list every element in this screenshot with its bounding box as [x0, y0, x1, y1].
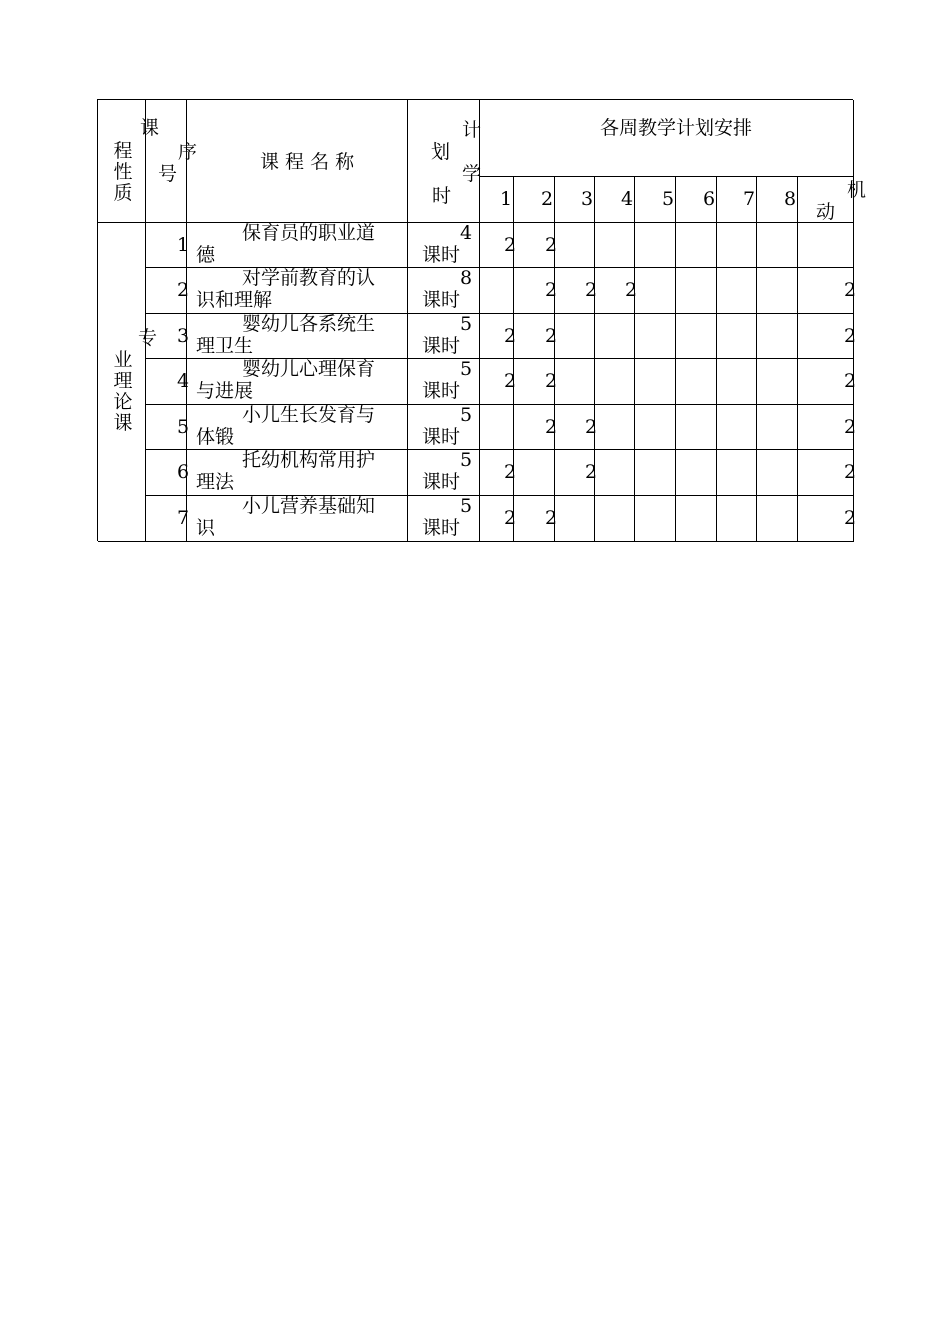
course-schedule-table — [97, 99, 867, 541]
category-zhuan: 专 — [138, 327, 158, 349]
row-seq: 4 — [177, 370, 190, 392]
row-course-name-cont: 理卫生 — [196, 335, 254, 357]
row-course-name: 托幼机构常用护 — [242, 449, 376, 471]
row-flex-hours: 2 — [844, 416, 857, 438]
row-week-hours: 2 — [585, 279, 598, 301]
header-plan-hours: 计 — [462, 119, 482, 141]
row-hours-unit: 课时 — [422, 289, 461, 311]
row-course-name-cont: 识和理解 — [196, 289, 273, 311]
header-flex-b: 动 — [816, 201, 836, 223]
header-course-nature-char: 程 — [113, 140, 133, 162]
row-week-hours: 2 — [545, 325, 558, 347]
row-seq: 6 — [177, 461, 190, 483]
row-week-hours: 2 — [545, 279, 558, 301]
week-column-rule — [554, 176, 555, 542]
row-hours: 8 — [460, 267, 473, 289]
row-week-hours: 2 — [545, 416, 558, 438]
week-number: 2 — [541, 188, 554, 210]
row-week-hours: 2 — [504, 325, 517, 347]
row-course-name-cont: 与进展 — [196, 380, 254, 402]
week-number: 8 — [784, 188, 797, 210]
row-course-name-cont: 体锻 — [196, 426, 235, 448]
week-column-rule — [634, 176, 635, 542]
row-hours-unit: 课时 — [422, 517, 461, 539]
row-seq: 7 — [177, 507, 190, 529]
table-border-bottom — [98, 541, 854, 542]
row-hours: 5 — [460, 404, 473, 426]
header-course-nature-char: 性 — [113, 161, 133, 183]
header-weekly-plan: 各周教学计划安排 — [600, 117, 753, 139]
row-seq: 3 — [177, 325, 190, 347]
category-char: 论 — [113, 391, 133, 413]
row-flex-hours: 2 — [844, 507, 857, 529]
row-hours-unit: 课时 — [422, 426, 461, 448]
row-week-hours: 2 — [585, 416, 598, 438]
row-hours-unit: 课时 — [422, 335, 461, 357]
category-char: 理 — [113, 370, 133, 392]
row-seq: 1 — [177, 234, 190, 256]
header-plan-hours-b: 划 — [431, 141, 451, 163]
header-flex: 机 — [847, 179, 867, 201]
weekly-header-rule — [479, 176, 854, 177]
row-flex-hours: 2 — [844, 325, 857, 347]
row-week-hours: 2 — [504, 461, 517, 483]
row-course-name: 小儿营养基础知 — [242, 495, 376, 517]
week-number: 1 — [500, 188, 513, 210]
header-plan-hours-d: 时 — [432, 185, 452, 207]
category-char: 课 — [113, 412, 133, 434]
week-column-rule — [675, 176, 676, 542]
row-week-hours: 2 — [545, 234, 558, 256]
header-course-nature — [112, 141, 134, 204]
header-course-nature-char: 质 — [113, 182, 133, 204]
row-flex-hours: 2 — [844, 461, 857, 483]
row-course-name-cont: 理法 — [196, 471, 235, 493]
week-column-rule — [513, 176, 514, 542]
row-seq: 2 — [177, 279, 190, 301]
row-course-name: 婴幼儿心理保育 — [242, 358, 376, 380]
week-number: 3 — [581, 188, 594, 210]
row-course-name-cont: 识 — [196, 517, 216, 539]
column-rule — [145, 100, 146, 542]
category-char: 业 — [113, 349, 133, 371]
category-label — [112, 350, 134, 434]
row-flex-hours: 2 — [844, 279, 857, 301]
row-week-hours: 2 — [504, 370, 517, 392]
row-course-name: 婴幼儿各系统生 — [242, 313, 376, 335]
row-hours: 4 — [460, 222, 473, 244]
header-course-name: 课 程 名 称 — [260, 151, 355, 173]
header-seq: 序 — [178, 141, 198, 163]
row-week-hours: 2 — [504, 234, 517, 256]
row-course-name: 保育员的职业道 — [242, 222, 376, 244]
week-column-rule — [716, 176, 717, 542]
week-column-rule — [756, 176, 757, 542]
row-hours: 5 — [460, 358, 473, 380]
row-course-name: 对学前教育的认 — [242, 267, 376, 289]
row-week-hours: 2 — [585, 461, 598, 483]
row-course-name: 小儿生长发育与 — [242, 404, 376, 426]
header-seq-b: 号 — [158, 163, 178, 185]
row-hours-unit: 课时 — [422, 380, 461, 402]
row-hours-unit: 课时 — [422, 244, 461, 266]
row-flex-hours: 2 — [844, 370, 857, 392]
row-hours-unit: 课时 — [422, 471, 461, 493]
week-number: 5 — [662, 188, 675, 210]
week-number: 7 — [743, 188, 756, 210]
row-week-hours: 2 — [504, 507, 517, 529]
week-number: 4 — [621, 188, 634, 210]
week-column-rule — [594, 176, 595, 542]
row-hours: 5 — [460, 449, 473, 471]
row-week-hours: 2 — [625, 279, 638, 301]
row-week-hours: 2 — [545, 507, 558, 529]
week-number: 6 — [703, 188, 716, 210]
row-course-name-cont: 德 — [196, 244, 216, 266]
row-hours: 5 — [460, 313, 473, 335]
row-week-hours: 2 — [545, 370, 558, 392]
column-rule — [407, 100, 408, 542]
row-seq: 5 — [177, 416, 190, 438]
header-plan-hours-c: 学 — [462, 163, 482, 185]
week-column-rule — [797, 176, 798, 542]
row-hours: 5 — [460, 495, 473, 517]
header-course-nature-top: 课 — [140, 117, 160, 139]
header-bottom-rule — [98, 222, 854, 223]
